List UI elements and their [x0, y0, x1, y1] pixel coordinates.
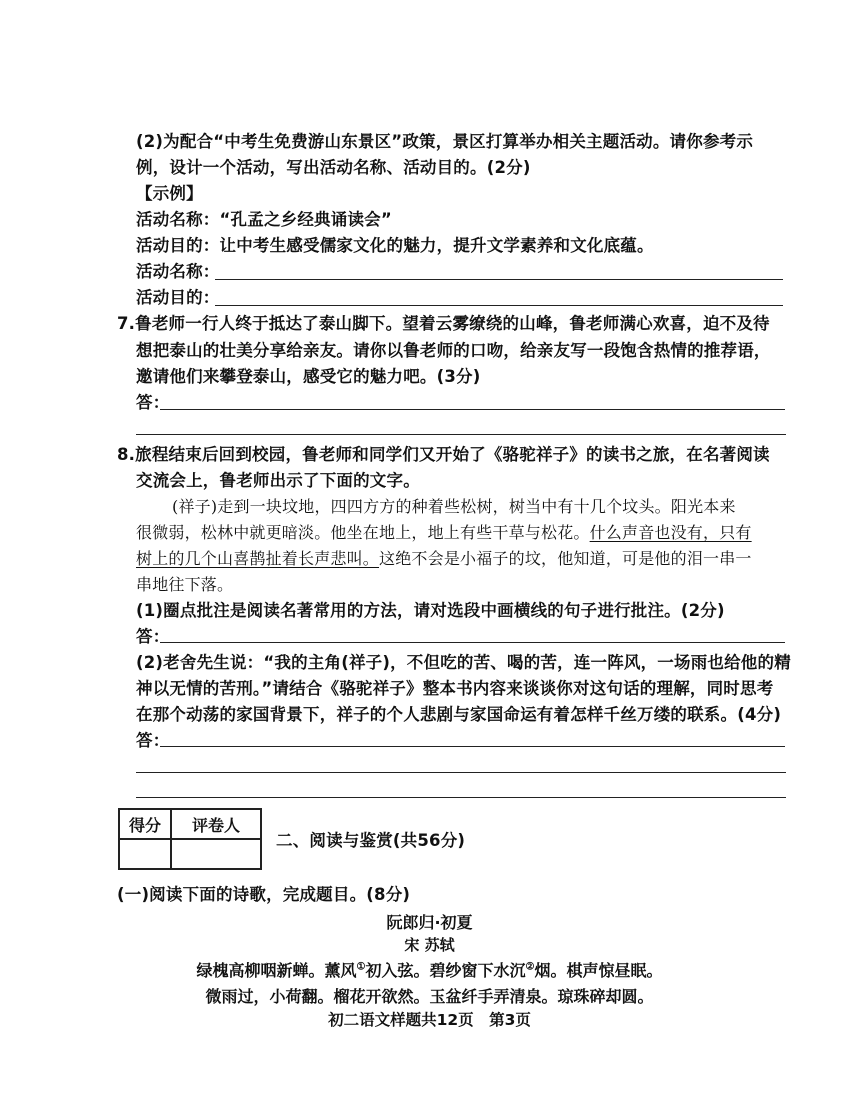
poem-line1 [0, 958, 859, 981]
passage-line1: (祥子)走到一块坟地，四四方方的种着些松树，树当中有十几个坟头。阳光本来 [172, 497, 736, 516]
passage-underlined-sentence-part1: 什么声音也没有，只有 [589, 523, 752, 542]
q8-sub2-line3: 在那个动荡的家国背景下，祥子的个人悲剧与家国命运有着怎样千丝万缕的联系。(4分) [136, 705, 782, 724]
q8-line1: 8.旅程结束后回到校园，鲁老师和同学们又开始了《骆驼祥子》的读书之旅，在名著阅读 [117, 445, 770, 464]
footnote-marker-1: ① [356, 961, 366, 973]
q7-line3: 邀请他们来攀登泰山，感受它的魅力吧。(3分) [136, 367, 481, 386]
score-header: 得分 [119, 809, 171, 839]
passage-line4: 串地往下落。 [136, 575, 234, 594]
q7-answer-line-1[interactable] [160, 409, 785, 410]
activity-name-answer-line[interactable] [215, 279, 783, 280]
poem-line1-part2: 初入弦。碧纱窗下水沉 [365, 961, 526, 980]
q8-sub2-answer-line-2[interactable] [136, 772, 786, 773]
passage-line3 [136, 548, 752, 570]
poem-title: 阮郎归·初夏 [386, 913, 473, 932]
footnote-marker-2: ② [525, 961, 535, 973]
example-activity-name: 活动名称：“孔孟之乡经典诵读会” [136, 210, 392, 229]
q8-sub2-line2: 神以无情的苦刑。”请结合《骆驼祥子》整本书内容来谈谈你对这句话的理解，同时思考 [136, 679, 774, 698]
poem-section-intro: (一)阅读下面的诗歌，完成题目。(8分) [117, 885, 411, 904]
example-label: 【示例】 [136, 184, 203, 203]
poem-line2: 微雨过，小荷翻。榴花开欲然。玉盆纤手弄清泉。琼珠碎却圆。 [205, 987, 654, 1006]
activity-name-label: 活动名称： [136, 262, 220, 281]
passage-underlined-sentence-part2: 树上的几个山喜鹊扯着长声悲叫。 [136, 549, 380, 568]
q6-2-line1: (2)为配合“中考生免费游山东景区”政策，景区打算举办相关主题活动。请你参考示 [136, 132, 754, 151]
q8-sub1-answer-line[interactable] [160, 642, 785, 643]
q7-answer-line-2[interactable] [136, 434, 786, 435]
q6-2-line2: 例，设计一个活动，写出活动名称、活动目的。(2分) [136, 158, 531, 177]
q8-sub1-answer-label: 答： [136, 627, 170, 646]
q8-sub2-answer-line-3[interactable] [136, 797, 786, 798]
passage-line2-text: 很微弱，松林中就更暗淡。他坐在地上，地上有些干草与松花。 [136, 523, 590, 542]
activity-purpose-label: 活动目的： [136, 288, 220, 307]
grader-header: 评卷人 [171, 809, 261, 839]
activity-purpose-answer-line[interactable] [215, 305, 783, 306]
q7-line1: 7.鲁老师一行人终于抵达了泰山脚下。望着云雾缭绕的山峰，鲁老师满心欢喜，迫不及待 [117, 314, 770, 333]
section2-title: 二、阅读与鉴赏(共56分) [276, 831, 466, 850]
poem-line1-part3: 烟。棋声惊昼眠。 [534, 961, 663, 980]
passage-line2 [136, 522, 752, 544]
poem-author: 宋 苏轼 [404, 936, 455, 954]
passage-line3-text: 这绝不会是小福子的坟，他知道，可是他的泪一串一 [379, 549, 752, 568]
page-footer: 初二语文样题共12页 第3页 [328, 1011, 531, 1029]
q8-line2: 交流会上，鲁老师出示了下面的文字。 [136, 471, 420, 490]
q8-sub2-answer-label: 答： [136, 731, 170, 750]
q8-sub1: (1)圈点批注是阅读名著常用的方法，请对选段中画横线的句子进行批注。(2分) [136, 601, 725, 620]
score-table [118, 808, 262, 870]
example-activity-purpose: 活动目的：让中考生感受儒家文化的魅力，提升文学素养和文化底蕴。 [136, 236, 654, 255]
q8-sub2-line1: (2)老舍先生说：“我的主角(祥子)，不但吃的苦、喝的苦，连一阵风，一场雨也给他的精 [136, 653, 791, 672]
q7-answer-label: 答： [136, 393, 170, 412]
score-cell[interactable] [119, 839, 171, 869]
grader-cell[interactable] [171, 839, 261, 869]
poem-line1-part1: 绿槐高柳咽新蝉。薰风 [196, 961, 357, 980]
q7-line2: 想把泰山的壮美分享给亲友。请你以鲁老师的口吻，给亲友写一段饱含热情的推荐语， [136, 341, 771, 360]
q8-sub2-answer-line-1[interactable] [160, 746, 785, 747]
